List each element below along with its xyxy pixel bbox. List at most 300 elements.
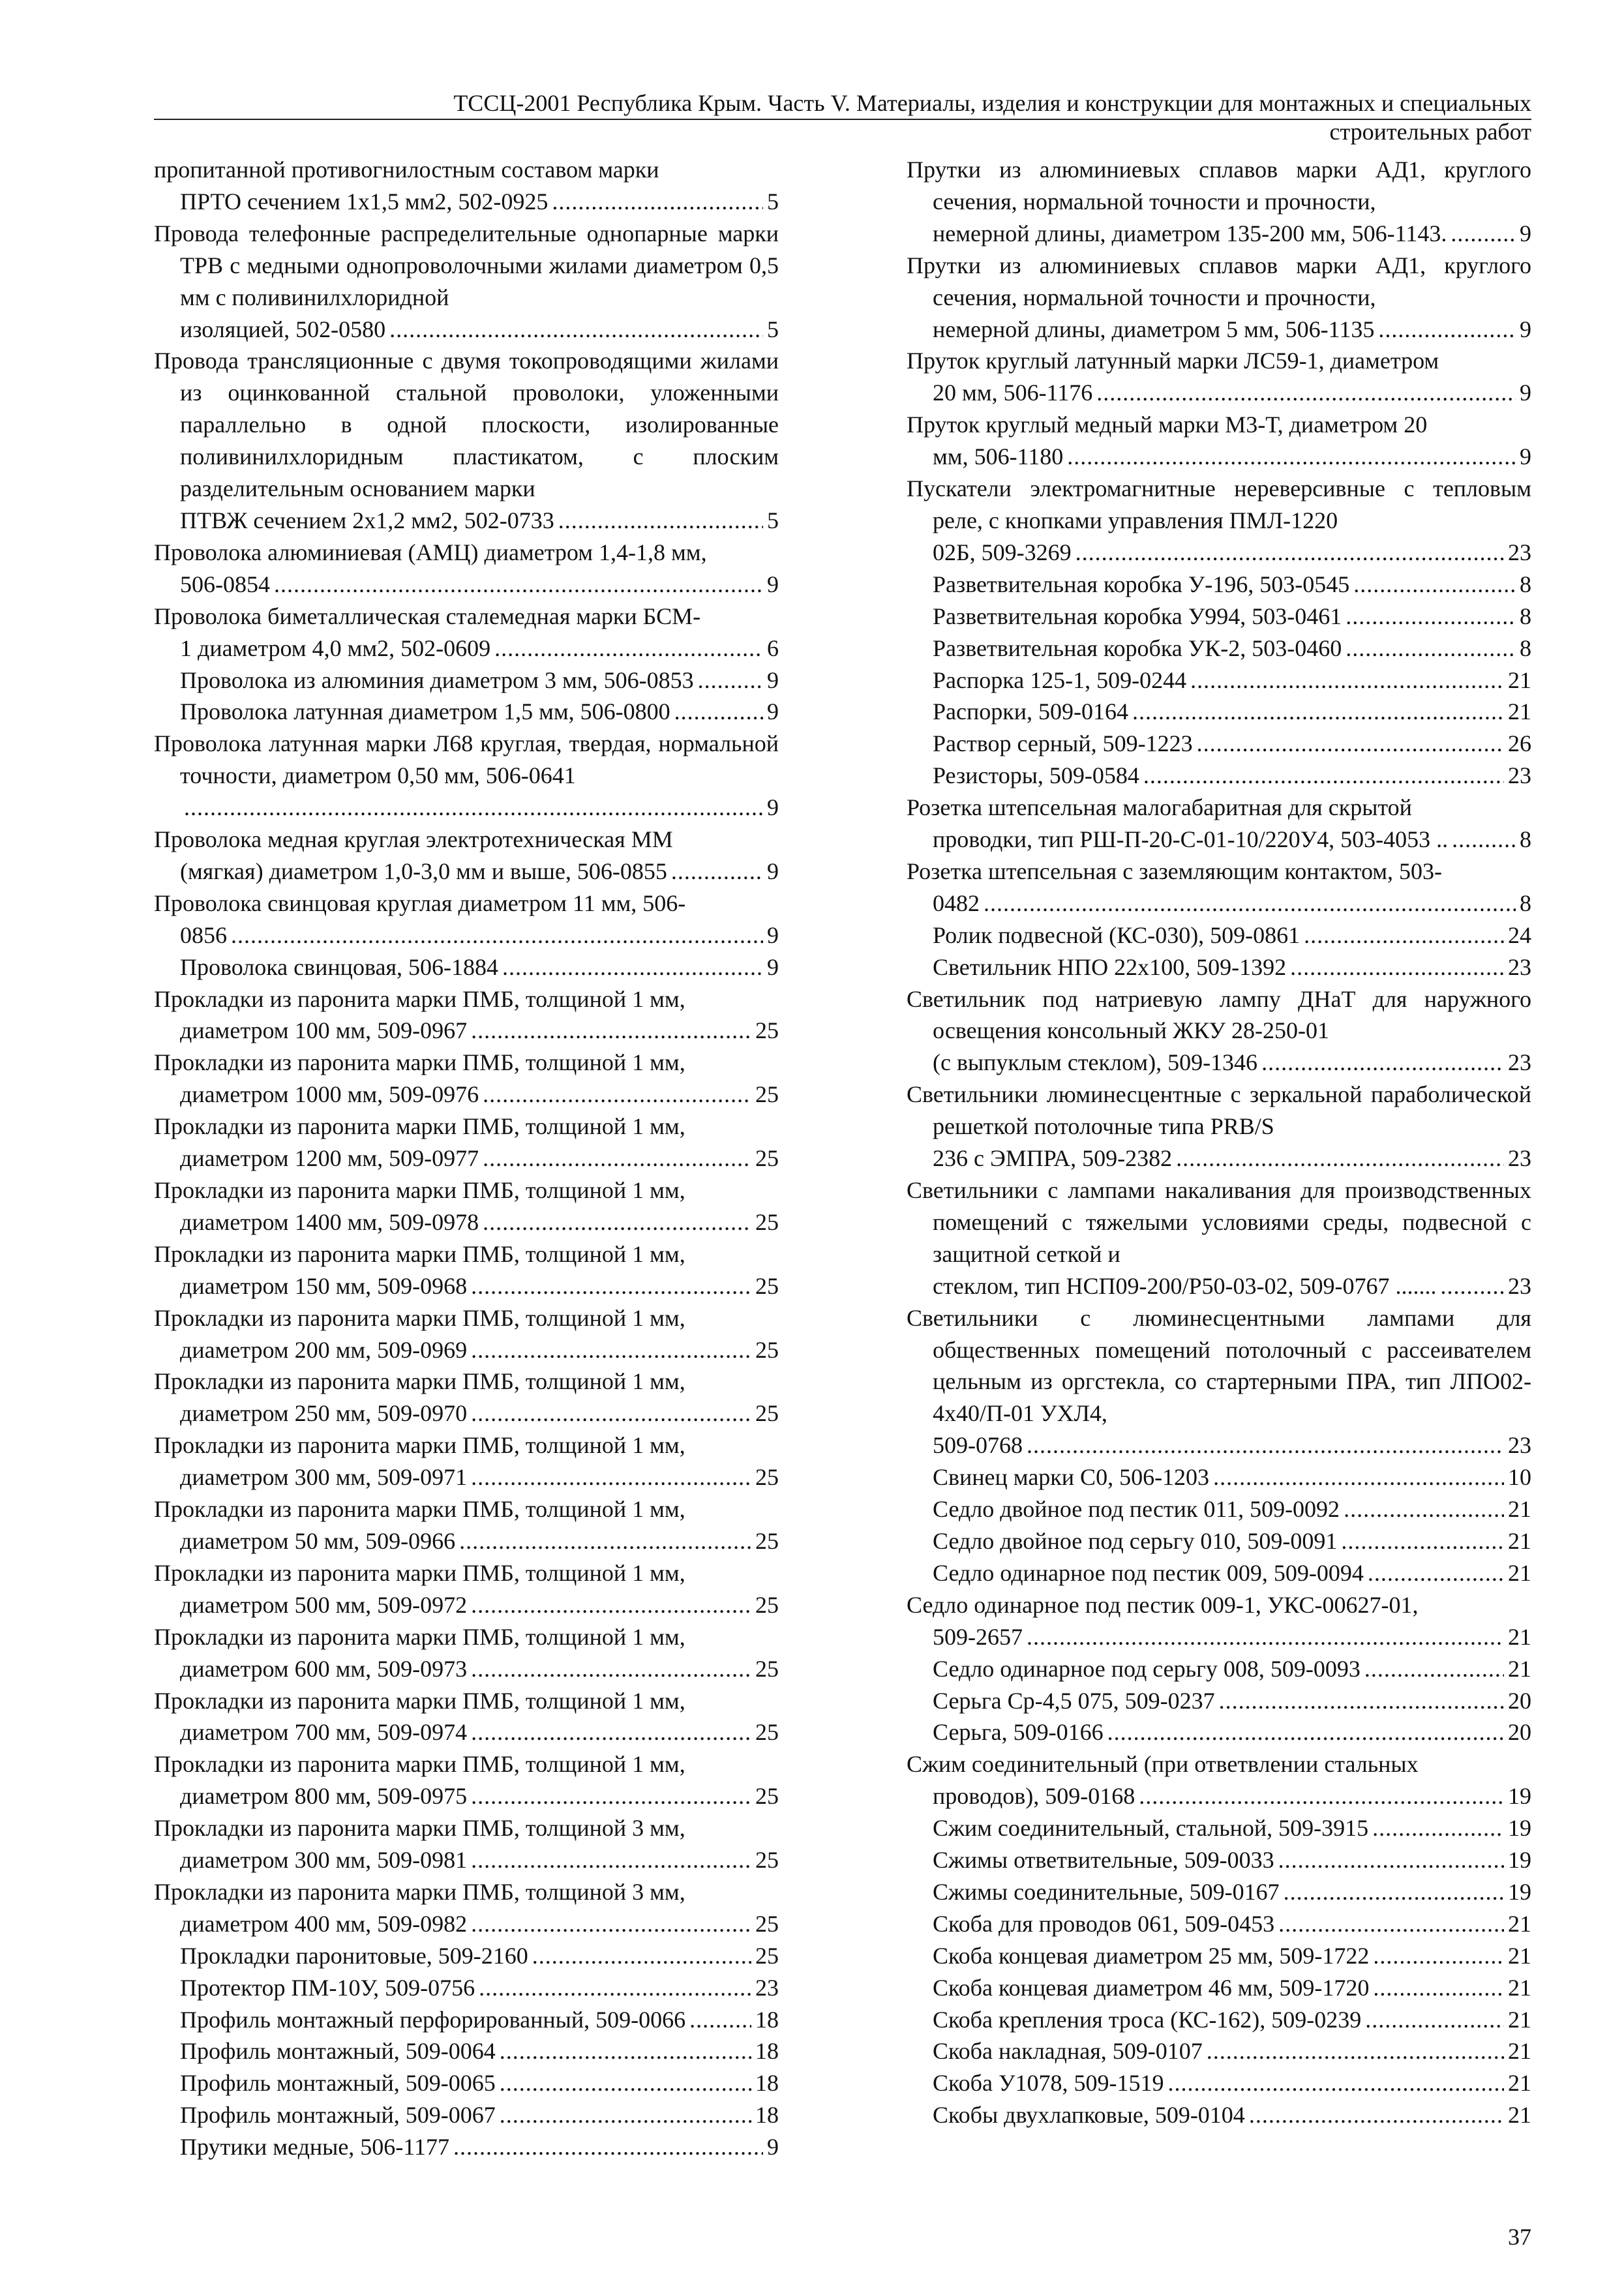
index-entry-text: Прокладки из паронита марки ПМБ, толщиной 1 мм,	[154, 1368, 685, 1395]
dot-leader	[1373, 1972, 1504, 2004]
dot-leader	[1373, 1940, 1504, 1972]
index-entry-page: 23	[1508, 1272, 1531, 1299]
index-entry-text: Прокладки из паронита марки ПМБ, толщиной 1 мм,	[154, 1559, 685, 1586]
index-entry	[154, 345, 779, 536]
index-entry	[907, 983, 1531, 1079]
index-entry-page: 21	[1508, 1910, 1531, 1937]
dot-leader	[558, 505, 763, 537]
dot-leader	[483, 1079, 751, 1111]
index-entry-page: 9	[767, 666, 779, 693]
index-entry-tail: Светильник НПО 22х100, 509-1392	[933, 953, 1287, 980]
index-entry-line	[180, 2004, 779, 2036]
index-entry-tail: 1 диаметром 4,0 мм2, 502-0609	[180, 635, 491, 661]
index-entry	[154, 1876, 779, 1940]
index-entry-text: Прутки из алюминиевых сплавов марки АД1, круглого сечения, нормальной точности и прочности,	[907, 157, 1531, 215]
index-entry-text: Светильники люминесцентные с зеркальной параболической решеткой потолочные типа PRB/S	[907, 1081, 1531, 1140]
index-entry-text: Пускатели электромагнитные нереверсивные с тепловым реле, с кнопками управления ПМЛ-1220	[907, 475, 1531, 533]
index-entry-line	[180, 2099, 779, 2131]
index-entry-line	[933, 1844, 1531, 1876]
index-entry-line	[933, 218, 1531, 250]
index-column-right	[907, 154, 1531, 2131]
dot-leader	[1278, 1908, 1504, 1940]
index-entry-text: Проволока алюминиевая (АМЦ) диаметром 1,4-1,8 мм,	[154, 539, 707, 565]
index-entry	[154, 2067, 779, 2099]
index-entry-line	[180, 2035, 779, 2067]
index-entry-text: Седло одинарное под пестик 009-1, УКС-00627-01,	[907, 1591, 1419, 1618]
index-entry	[907, 569, 1531, 601]
index-entry-tail: 509-0768	[933, 1432, 1023, 1459]
index-entry-page: 26	[1508, 730, 1531, 757]
index-entry-tail: диаметром 700 мм, 509-0974	[180, 1719, 468, 1746]
index-entry-text: Прокладки из паронита марки ПМБ, толщиной 1 мм,	[154, 1240, 685, 1267]
dot-leader	[471, 1653, 751, 1685]
index-entry-page: 9	[1520, 316, 1531, 342]
index-entry	[907, 2035, 1531, 2067]
index-entry-line	[933, 1143, 1531, 1174]
index-entry-tail: изоляцией, 502-0580	[180, 316, 386, 342]
dot-leader	[1261, 1047, 1504, 1079]
index-entry-page: 10	[1508, 1464, 1531, 1491]
index-entry-line	[180, 1143, 779, 1174]
index-entry	[907, 760, 1531, 792]
index-entry	[907, 1812, 1531, 1844]
index-entry-line	[180, 920, 779, 951]
index-entry-tail: 509-2657	[933, 1623, 1023, 1650]
index-entry-text: Светильник под натриевую лампу ДНаТ для наружного освещения консольный ЖКУ 28-250-01	[907, 985, 1531, 1044]
index-entry-text: Пруток круглый медный марки М3-Т, диаметром 20	[907, 411, 1428, 438]
index-entry-tail: Седло двойное под серьгу 010, 509-0091	[933, 1527, 1338, 1554]
index-entry-page: 21	[1508, 1527, 1531, 1554]
running-header-line1: ТССЦ-2001 Республика Крым. Часть V. Материалы, изделия и конструкции для монтажных и специальных	[453, 90, 1531, 116]
index-entry-tail: Седло одинарное под пестик 009, 509-0094	[933, 1559, 1364, 1586]
index-entry-line	[933, 1525, 1531, 1557]
index-entry-tail: 20 мм, 506-1176	[933, 380, 1093, 406]
index-entry-tail: Скоба концевая диаметром 25 мм, 509-1722	[933, 1942, 1370, 1969]
index-entry-line	[180, 1334, 779, 1366]
index-entry	[907, 2004, 1531, 2036]
dot-leader	[471, 1908, 751, 1940]
index-entry-page: 21	[1508, 1942, 1531, 1969]
index-entry-tail: Разветвительная коробка У994, 503-0461	[933, 603, 1342, 629]
dot-leader	[1344, 1493, 1504, 1525]
dot-leader	[502, 951, 763, 983]
index-entry	[154, 824, 779, 888]
index-entry-text: пропитанной противогнилостным составом марки	[154, 157, 659, 183]
index-entry	[154, 1366, 779, 1429]
index-entry	[907, 1940, 1531, 1972]
index-entry-page: 21	[1508, 2070, 1531, 2097]
index-entry-line	[933, 1812, 1531, 1844]
index-entry	[154, 154, 779, 218]
index-entry-page: 9	[767, 921, 779, 948]
index-entry-page: 23	[1508, 539, 1531, 565]
dot-leader	[1139, 1780, 1504, 1812]
index-entry-tail: диаметром 400 мм, 509-0982	[180, 1910, 468, 1937]
index-entry-line	[180, 856, 779, 888]
index-entry-page: 21	[1508, 2038, 1531, 2065]
index-entry-tail: проводки, тип РШ-П-20-С-01-10/220У4, 503-4053 ..	[933, 826, 1449, 853]
index-entry	[154, 983, 779, 1047]
dot-leader	[184, 792, 763, 824]
index-entry-text: Сжим соединительный (при ответвлении стальных	[907, 1751, 1419, 1778]
index-entry-page: 8	[1520, 890, 1531, 916]
dot-leader	[1197, 728, 1504, 760]
dot-leader	[532, 1940, 751, 1972]
index-entry-page: 5	[767, 507, 779, 533]
index-entry-text: Проволока медная круглая электротехническая ММ	[154, 826, 673, 853]
index-entry-line	[180, 1525, 779, 1557]
index-entry-line	[933, 1621, 1531, 1653]
index-entry-text: Проволока биметаллическая сталемедная марки БСМ-	[154, 603, 701, 629]
index-entry-tail: Сжимы соединительные, 509-0167	[933, 1878, 1280, 1905]
index-entry-text: Прокладки из паронита марки ПМБ, толщиной 1 мм,	[154, 1113, 685, 1140]
index-entry-tail: Профиль монтажный перфорированный, 509-0066	[180, 2006, 686, 2033]
index-entry-tail: Скоба У1078, 509-1519	[933, 2070, 1164, 2097]
index-entry	[907, 633, 1531, 665]
index-entry	[154, 1493, 779, 1557]
index-entry	[907, 601, 1531, 633]
index-entry-line	[180, 665, 779, 696]
index-entry	[154, 1238, 779, 1302]
index-entry	[907, 409, 1531, 473]
index-entry-tail: Скоба накладная, 509-0107	[933, 2038, 1203, 2065]
index-entry-tail: Ролик подвесной (КС-030), 509-0861	[933, 921, 1301, 948]
dot-leader	[500, 2035, 751, 2067]
index-entry-line	[933, 824, 1531, 856]
dot-leader	[1190, 665, 1504, 696]
index-entry-text: Прокладки из паронита марки ПМБ, толщиной 1 мм,	[154, 1623, 685, 1650]
index-entry-text: Прокладки из паронита марки ПМБ, толщиной 1 мм,	[154, 1687, 685, 1714]
dot-leader	[1096, 377, 1516, 409]
index-entry-tail: Скоба концевая диаметром 46 мм, 509-1720	[933, 1974, 1370, 2001]
index-entry-line	[933, 1461, 1531, 1493]
index-entry-tail: Протектор ПМ-10У, 509-0756	[180, 1974, 475, 2001]
dot-leader	[483, 1206, 751, 1238]
index-entry-tail: диаметром 1200 мм, 509-0977	[180, 1145, 479, 1172]
dot-leader	[471, 1015, 751, 1047]
index-entry-line	[180, 1589, 779, 1621]
index-entry	[154, 2004, 779, 2036]
index-entry-tail: Проволока из алюминия диаметром 3 мм, 506-0853	[180, 666, 694, 693]
dot-leader	[1353, 569, 1516, 601]
dot-leader	[1364, 1653, 1504, 1685]
index-entry-text: Проволока свинцовая круглая диаметром 11 мм, 506-	[154, 890, 686, 916]
index-entry-page: 25	[755, 1783, 779, 1810]
index-entry-tail: диаметром 800 мм, 509-0975	[180, 1783, 468, 1810]
index-entry	[907, 2067, 1531, 2099]
index-entry-tail: Седло одинарное под серьгу 008, 509-0093	[933, 1655, 1361, 1682]
index-entry-tail: 0856	[180, 921, 227, 948]
index-entry-page: 25	[755, 1017, 779, 1044]
index-entry-text: Светильники с люминесцентными лампами для общественных помещений потолочный с рассеивателем цельным из оргстекла, со стартерными ПРА, тип ЛПО02-4х40/П-01 УХЛ4,	[907, 1304, 1531, 1427]
index-entry-page: 21	[1508, 666, 1531, 693]
index-entry-page: 18	[755, 2038, 779, 2065]
index-entry-tail: Сжимы ответвительные, 509-0033	[933, 1847, 1274, 1874]
index-entry-tail: Раствор серный, 509-1223	[933, 730, 1193, 757]
index-entry	[154, 696, 779, 728]
index-entry-page: 25	[755, 1910, 779, 1937]
index-entry	[907, 1302, 1531, 1462]
index-entry	[154, 1748, 779, 1812]
index-entry-tail: немерной длины, диаметром 135-200 мм, 506-1143.	[933, 220, 1447, 247]
index-entry-page: 9	[1520, 220, 1531, 247]
index-entry-text: Светильники с лампами накаливания для производственных помещений с тяжелыми условиями среды, подвесной с защитной сеткой и	[907, 1177, 1531, 1267]
dot-leader	[471, 1780, 751, 1812]
index-entry-text: Прокладки из паронита марки ПМБ, толщиной 3 мм,	[154, 1815, 685, 1842]
dot-leader	[471, 1844, 751, 1876]
index-entry-page: 25	[755, 1719, 779, 1746]
dot-leader	[1284, 1876, 1504, 1908]
index-entry-line	[180, 1940, 779, 1972]
index-entry	[154, 1621, 779, 1685]
index-entry-line	[933, 1940, 1531, 1972]
index-entry	[907, 1493, 1531, 1525]
index-entry	[154, 951, 779, 983]
index-entry	[154, 218, 779, 346]
dot-leader	[500, 2099, 751, 2131]
index-entry	[154, 2099, 779, 2131]
index-entry-line	[180, 569, 779, 601]
index-entry-page: 21	[1508, 2102, 1531, 2129]
dot-leader	[1027, 1429, 1504, 1461]
index-entry	[154, 665, 779, 696]
index-entry-tail: 02Б, 509-3269	[933, 539, 1072, 565]
index-entry-tail: диаметром 300 мм, 509-0981	[180, 1847, 468, 1874]
index-entry-page: 23	[755, 1974, 779, 2001]
dot-leader	[471, 1716, 751, 1748]
index-entry-tail: Свинец марки С0, 506-1203	[933, 1464, 1210, 1491]
index-entry-line	[933, 1493, 1531, 1525]
index-entry-line	[180, 1653, 779, 1685]
index-entry-line	[933, 601, 1531, 633]
index-entry	[907, 1844, 1531, 1876]
index-entry-line	[180, 1972, 779, 2004]
index-entry-line	[933, 2004, 1531, 2036]
index-entry-page: 25	[755, 1081, 779, 1108]
index-entry	[907, 1748, 1531, 1812]
header-rule	[154, 119, 1531, 120]
dot-leader	[1346, 601, 1516, 633]
dot-leader	[494, 633, 763, 665]
index-entry	[907, 792, 1531, 856]
index-entry-line	[180, 505, 779, 537]
index-entry-line	[180, 2131, 779, 2163]
dot-leader	[1143, 760, 1504, 792]
index-entry-page: 23	[1508, 1145, 1531, 1172]
index-entry-line	[180, 186, 779, 218]
index-entry-page: 25	[755, 1336, 779, 1363]
index-entry	[907, 250, 1531, 346]
index-entry-tail: Прутики медные, 506-1177	[180, 2134, 449, 2161]
index-entry-page: 5	[767, 316, 779, 342]
dot-leader	[1213, 1461, 1504, 1493]
index-entry	[154, 1685, 779, 1749]
index-entry-text: Проволока латунная марки Л68 круглая, твердая, нормальной точности, диаметром 0,50 мм, 506-0641	[154, 730, 779, 789]
index-entry-page: 8	[1520, 826, 1531, 853]
index-entry-page: 8	[1520, 603, 1531, 629]
dot-leader	[479, 1972, 751, 2004]
index-entry	[907, 1653, 1531, 1685]
index-entry-page: 23	[1508, 1049, 1531, 1076]
index-entry-tail: (мягкая) диаметром 1,0-3,0 мм и выше, 506-0855	[180, 858, 667, 884]
dot-leader	[500, 2067, 751, 2099]
index-entry-tail: диаметром 100 мм, 509-0967	[180, 1017, 468, 1044]
index-entry-tail: Скоба для проводов 061, 509-0453	[933, 1910, 1275, 1937]
dot-leader	[552, 186, 763, 218]
index-entry	[907, 1876, 1531, 1908]
dot-leader	[674, 696, 763, 728]
index-entry-tail: диаметром 300 мм, 509-0971	[180, 1464, 468, 1491]
index-entry-page: 18	[755, 2070, 779, 2097]
index-entry-page: 21	[1508, 1655, 1531, 1682]
index-entry-page: 21	[1508, 2006, 1531, 2033]
index-entry-page: 25	[755, 1208, 779, 1235]
index-entry-tail: Проволока свинцовая, 506-1884	[180, 953, 498, 980]
index-entry	[154, 1302, 779, 1366]
index-entry-text: Прокладки из паронита марки ПМБ, толщиной 1 мм,	[154, 1304, 685, 1331]
index-entry	[907, 1685, 1531, 1717]
dot-leader	[483, 1143, 751, 1174]
dot-leader	[1067, 441, 1516, 473]
index-entry-line	[933, 377, 1531, 409]
index-entry	[154, 1972, 779, 2004]
index-entry-text: Прокладки из паронита марки ПМБ, толщиной 1 мм,	[154, 1751, 685, 1778]
index-entry-page: 25	[755, 1655, 779, 1682]
dot-leader	[1365, 2004, 1504, 2036]
index-entry-tail: Скобы двухлапковые, 509-0104	[933, 2102, 1245, 2129]
index-entry-text: Прокладки из паронита марки ПМБ, толщиной 1 мм,	[154, 1177, 685, 1203]
index-entry-tail: Седло двойное под пестик 011, 509-0092	[933, 1496, 1340, 1523]
index-entry	[154, 2035, 779, 2067]
index-entry-text: Провода телефонные распределительные однопарные марки ТРВ с медными однопроволочными жилами диаметром 0,5 мм с поливинилхлоридной	[154, 220, 779, 310]
index-entry-page: 21	[1508, 1496, 1531, 1523]
dot-leader	[1451, 218, 1516, 250]
index-entry	[154, 1557, 779, 1621]
index-entry	[907, 1174, 1531, 1302]
index-entry	[154, 888, 779, 951]
index-entry-tail: диаметром 500 мм, 509-0972	[180, 1591, 468, 1618]
index-entry	[907, 920, 1531, 951]
index-entry	[154, 537, 779, 601]
index-entry-page: 9	[767, 794, 779, 821]
index-entry-line	[933, 569, 1531, 601]
index-entry-text: Пруток круглый латунный марки ЛС59-1, диаметром	[907, 348, 1439, 374]
index-entry-line	[180, 633, 779, 665]
index-entry-line	[180, 696, 779, 728]
index-entry-tail: (с выпуклым стеклом), 509-1346	[933, 1049, 1258, 1076]
dot-leader	[1452, 824, 1516, 856]
index-entry-page: 19	[1508, 1815, 1531, 1842]
index-entry-page: 25	[755, 1942, 779, 1969]
dot-leader	[1278, 1844, 1504, 1876]
index-entry-tail: диаметром 200 мм, 509-0969	[180, 1336, 468, 1363]
dot-leader	[1219, 1685, 1504, 1717]
dot-leader	[1290, 951, 1504, 983]
index-entry-text: Прокладки из паронита марки ПМБ, толщиной 3 мм,	[154, 1878, 685, 1905]
index-entry	[907, 728, 1531, 760]
index-column-left	[154, 154, 779, 2163]
index-entry-page: 8	[1520, 571, 1531, 597]
dot-leader	[231, 920, 763, 951]
index-entry-line	[933, 760, 1531, 792]
index-entry-tail: 236 с ЭМПРА, 509-2382	[933, 1145, 1173, 1172]
index-entry-page: 18	[755, 2102, 779, 2129]
index-entry-line	[933, 1876, 1531, 1908]
index-entry-tail: диаметром 1000 мм, 509-0976	[180, 1081, 479, 1108]
index-entry-line	[933, 951, 1531, 983]
index-entry-line	[180, 1716, 779, 1748]
index-entry	[907, 856, 1531, 920]
index-entry-page: 19	[1508, 1783, 1531, 1810]
running-header-line2: строительных работ	[1329, 119, 1531, 145]
index-entry	[907, 1908, 1531, 1940]
index-entry-tail: мм, 506-1180	[933, 443, 1064, 470]
index-entry-tail: диаметром 1400 мм, 509-0978	[180, 1208, 479, 1235]
index-entry-line	[933, 1653, 1531, 1685]
index-entry-page: 18	[755, 2006, 779, 2033]
index-entry-tail: Серьга Ср-4,5 075, 509-0237	[933, 1687, 1215, 1714]
index-entry-line	[933, 633, 1531, 665]
index-entry-tail: 0482	[933, 890, 980, 916]
dot-leader	[1176, 1143, 1504, 1174]
index-entry-line	[180, 1079, 779, 1111]
dot-leader	[671, 856, 763, 888]
dot-leader	[698, 665, 763, 696]
page-number: 37	[1508, 2224, 1531, 2250]
dot-leader	[1304, 920, 1504, 951]
index-entry	[907, 1079, 1531, 1174]
index-entry-line	[933, 1270, 1531, 1302]
index-entry	[154, 1047, 779, 1111]
index-entry-tail: Скоба крепления троса (КС-162), 509-0239	[933, 2006, 1362, 2033]
index-entry-page: 20	[1508, 1719, 1531, 1746]
index-entry	[907, 1461, 1531, 1493]
index-entry-page: 9	[1520, 380, 1531, 406]
dot-leader	[1132, 696, 1504, 728]
index-entry-page: 21	[1508, 698, 1531, 725]
index-entry	[907, 1525, 1531, 1557]
index-entry-line	[933, 888, 1531, 920]
index-entry-tail: Сжим соединительный, стальной, 509-3915	[933, 1815, 1369, 1842]
dot-leader	[459, 1525, 751, 1557]
index-entry-tail: Разветвительная коробка УК-2, 503-0460	[933, 635, 1342, 661]
index-entry	[907, 696, 1531, 728]
index-entry-text: Розетка штепсельная малогабаритная для скрытой	[907, 794, 1412, 821]
index-entry-tail: диаметром 250 мм, 509-0970	[180, 1400, 468, 1427]
index-entry-line	[933, 537, 1531, 569]
index-entry	[907, 1589, 1531, 1653]
index-entry-page: 9	[767, 858, 779, 884]
index-entry-line	[180, 1206, 779, 1238]
index-entry-tail: Профиль монтажный, 509-0065	[180, 2070, 496, 2097]
index-entry-page: 25	[755, 1145, 779, 1172]
dot-leader	[689, 2004, 751, 2036]
index-entry-text: Прокладки из паронита марки ПМБ, толщиной 1 мм,	[154, 1432, 685, 1459]
dot-leader	[1341, 1525, 1504, 1557]
dot-leader	[1207, 2035, 1504, 2067]
index-entry-line	[180, 1844, 779, 1876]
index-entry-tail: Профиль монтажный, 509-0064	[180, 2038, 496, 2065]
index-entry	[907, 1557, 1531, 1589]
index-entry-page: 6	[767, 635, 779, 661]
dot-leader	[1372, 1812, 1504, 1844]
dot-leader	[984, 888, 1516, 920]
index-entry-line	[180, 1908, 779, 1940]
index-entry-line	[933, 2099, 1531, 2131]
index-entry	[154, 1812, 779, 1876]
index-entry-line	[180, 1398, 779, 1429]
index-entry-line	[180, 951, 779, 983]
